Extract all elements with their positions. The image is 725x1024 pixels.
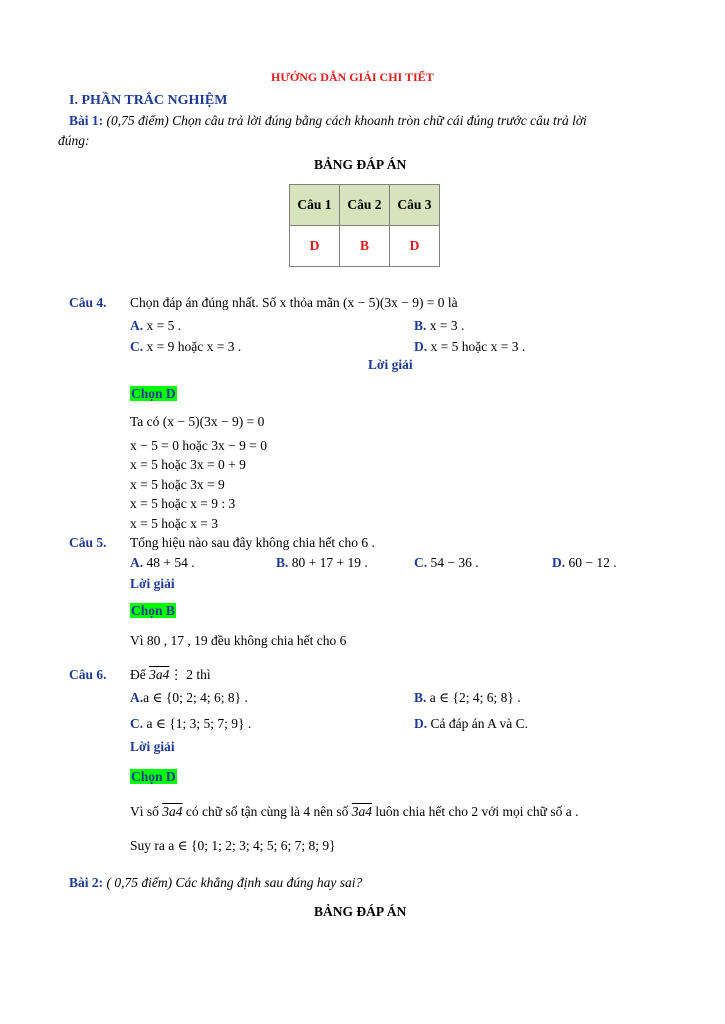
bai1-prompt <box>69 113 587 129</box>
cau4-option-c <box>130 339 241 355</box>
bai2-table-title: BẢNG ĐÁP ÁN <box>314 904 407 919</box>
cau4-option-a <box>130 318 181 334</box>
option-text: x = 5 . <box>146 318 182 333</box>
bai2-label: Bài 2: <box>69 875 104 890</box>
option-text: a ∈ {2; 4; 6; 8} . <box>429 690 521 705</box>
cau6-label: Câu 6. <box>69 667 107 682</box>
cau4-step: Ta có (x − 5)(3x − 9) = 0 <box>130 414 265 429</box>
cau4-step: x = 5 hoặc 3x = 0 + 9 <box>130 457 246 472</box>
option-label: B. <box>276 555 289 570</box>
cau4-step: x − 5 = 0 hoặc 3x − 9 = 0 <box>130 438 267 453</box>
option-text: 54 − 36 . <box>430 555 479 570</box>
section-title: I. PHẦN TRẮC NGHIỆM <box>69 93 228 108</box>
bai2-text: ( 0,75 điểm) Các khẳng định sau đúng hay sai? <box>106 875 363 890</box>
answer-table <box>289 184 440 267</box>
explanation-text: Vì số <box>130 804 159 819</box>
cau5-option-d <box>552 555 617 571</box>
cau5-label: Câu 5. <box>69 535 107 550</box>
option-label: D. <box>552 555 566 570</box>
cau4-step: x = 5 hoặc 3x = 9 <box>130 477 225 492</box>
cau6-question <box>130 667 211 683</box>
explanation-text: có chữ số tận cùng là 4 nên số <box>185 804 349 819</box>
cau5-solution-title: Lời giải <box>130 576 175 591</box>
option-label: D. <box>414 716 428 731</box>
cau4-option-b <box>414 318 464 334</box>
cau5-option-c <box>414 555 479 571</box>
cau6-question-text: ⋮ 2 thì <box>169 667 211 682</box>
option-text: 60 − 12 . <box>568 555 617 570</box>
cau5-explanation: Vì 80 , 17 , 19 đều không chia hết cho 6 <box>130 633 347 648</box>
cau6-chosen <box>130 769 177 785</box>
option-text: x = 9 hoặc x = 3 . <box>146 339 242 354</box>
option-label: B. <box>414 318 427 333</box>
bai1-text: (0,75 điểm) Chọn câu trả lời đúng bằng cách khoanh tròn chữ cái đúng trước câu trả lời <box>106 113 587 128</box>
cau6-conclusion: Suy ra a ∈ {0; 1; 2; 3; 4; 5; 6; 7; 8; 9} <box>130 838 336 853</box>
cau4-option-d <box>414 339 525 355</box>
chosen-answer-badge: Chọn D <box>131 386 176 401</box>
option-text: 48 + 54 . <box>146 555 195 570</box>
option-text: x = 5 hoặc x = 3 . <box>430 339 526 354</box>
cau6-solution-title: Lời giải <box>130 739 175 754</box>
answer-table-cell: D <box>290 226 340 267</box>
cau6-question-text: Để <box>130 667 146 682</box>
answer-table-title: BẢNG ĐÁP ÁN <box>314 157 407 172</box>
answer-table-cell: B <box>340 226 390 267</box>
chosen-answer-badge: Chọn D <box>131 769 176 784</box>
cau5-option-b <box>276 555 368 571</box>
answer-table-header: Câu 2 <box>340 185 390 226</box>
chosen-answer-badge: Chọn B <box>131 603 175 618</box>
option-label: C. <box>130 716 144 731</box>
answer-table-header: Câu 1 <box>290 185 340 226</box>
cau6-option-b <box>414 690 521 706</box>
option-text: a ∈ {0; 2; 4; 6; 8} . <box>143 690 248 705</box>
bai2-prompt <box>69 875 362 891</box>
option-label: C. <box>130 339 144 354</box>
option-label: D. <box>414 339 428 354</box>
cau4-solution-title: Lời giải <box>368 357 413 372</box>
cau5-chosen <box>130 603 176 619</box>
cau4-chosen <box>130 386 177 402</box>
cau6-option-a <box>130 690 248 706</box>
option-text: Cả đáp án A và C. <box>430 716 528 731</box>
option-label: B. <box>414 690 427 705</box>
explanation-number: 3a4 <box>351 804 373 819</box>
explanation-text: luôn chia hết cho 2 với mọi chữ số a . <box>375 804 579 819</box>
explanation-number: 3a4 <box>162 804 183 819</box>
cau6-question-number: 3a4 <box>149 667 170 682</box>
answer-table-header-row <box>290 185 440 226</box>
cau4-step: x = 5 hoặc x = 3 <box>130 516 218 531</box>
option-text: a ∈ {1; 3; 5; 7; 9} . <box>146 716 252 731</box>
cau6-option-c <box>130 716 251 732</box>
cau6-explanation <box>130 804 578 820</box>
bai1-label: Bài 1: <box>69 113 104 128</box>
option-text: x = 3 . <box>429 318 465 333</box>
cau4-question: Chọn đáp án đúng nhất. Số x thỏa mãn (x − 5)(3x − 9) = 0 là <box>130 295 458 310</box>
answer-table-header: Câu 3 <box>390 185 440 226</box>
cau5-option-a <box>130 555 195 571</box>
page-title: HƯỚNG DẪN GIẢI CHI TIẾT <box>271 70 434 84</box>
option-label: A. <box>130 318 144 333</box>
option-label: C. <box>414 555 428 570</box>
option-label: A. <box>130 555 144 570</box>
cau4-step: x = 5 hoặc x = 9 : 3 <box>130 496 236 511</box>
option-text: 80 + 17 + 19 . <box>291 555 368 570</box>
answer-table-value-row <box>290 226 440 267</box>
cau6-option-d <box>414 716 528 732</box>
bai1-text-continued: đúng: <box>58 133 90 148</box>
option-label: A. <box>130 690 144 705</box>
cau5-question: Tổng hiệu nào sau đây không chia hết cho 6 . <box>130 535 375 550</box>
answer-table-cell: D <box>390 226 440 267</box>
cau4-label: Câu 4. <box>69 295 107 310</box>
